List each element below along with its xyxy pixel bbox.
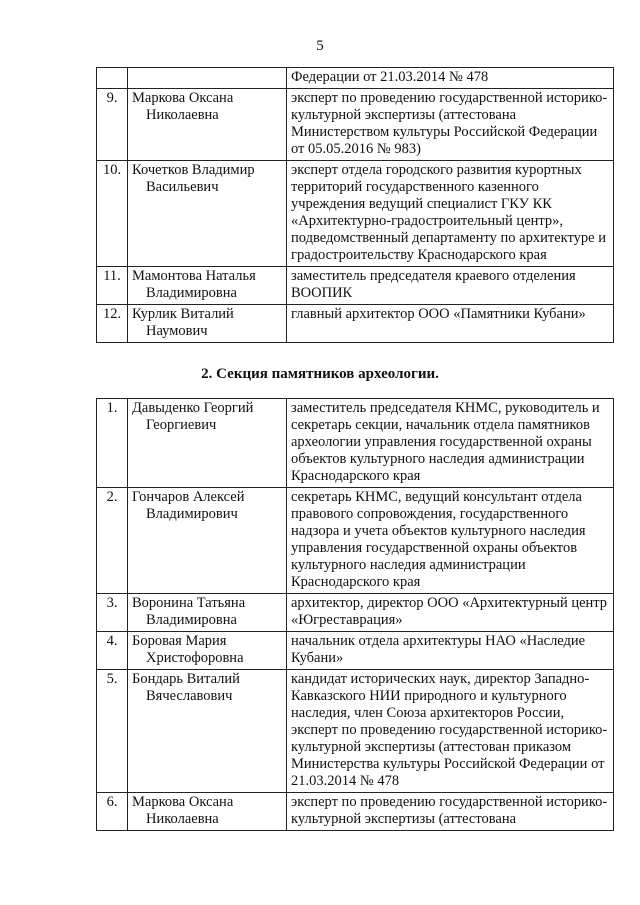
table-body bbox=[97, 68, 614, 343]
table-row bbox=[97, 161, 614, 267]
table-row bbox=[97, 670, 614, 793]
member-patronymic: Владимировна bbox=[146, 612, 237, 628]
members-table-section-1-continued bbox=[96, 67, 614, 343]
row-number: 3. bbox=[97, 594, 128, 632]
table-body bbox=[97, 399, 614, 831]
member-position: главный архитектор ООО «Памятники Кубани» bbox=[287, 305, 614, 343]
member-surname-name: Кочетков Владимир bbox=[132, 162, 255, 178]
table-row bbox=[97, 267, 614, 305]
member-name bbox=[128, 793, 287, 831]
member-patronymic: Николаевна bbox=[146, 811, 219, 827]
member-name bbox=[128, 305, 287, 343]
member-name bbox=[128, 632, 287, 670]
member-position: начальник отдела архитектуры НАО «Наследие Кубани» bbox=[287, 632, 614, 670]
row-number: 1. bbox=[97, 399, 128, 488]
member-surname-name: Бондарь Виталий bbox=[132, 671, 240, 687]
table-row bbox=[97, 89, 614, 161]
member-name bbox=[128, 670, 287, 793]
row-number: 4. bbox=[97, 632, 128, 670]
member-surname-name: Давыденко Георгий bbox=[132, 400, 254, 416]
page-number: 5 bbox=[316, 38, 324, 54]
table-row bbox=[97, 632, 614, 670]
member-name bbox=[128, 488, 287, 594]
member-position: архитектор, директор ООО «Архитектурный центр «Югреставрация» bbox=[287, 594, 614, 632]
row-number: 6. bbox=[97, 793, 128, 831]
member-surname-name: Маркова Оксана bbox=[132, 90, 234, 106]
row-number: 11. bbox=[97, 267, 128, 305]
member-name bbox=[128, 161, 287, 267]
table-row bbox=[97, 399, 614, 488]
member-name bbox=[128, 594, 287, 632]
member-patronymic: Вячеславович bbox=[146, 688, 233, 704]
member-patronymic: Васильевич bbox=[146, 179, 219, 195]
members-table-section-2 bbox=[96, 398, 614, 831]
member-name bbox=[128, 68, 287, 89]
table-row bbox=[97, 305, 614, 343]
member-position: кандидат исторических наук, директор Западно-Кавказского НИИ природного и культурного наследия, член Союза архитекторов России, эксперт по проведению государственной историко-культурной экспертизы (аттестован приказом Министерства культуры Российской Федерации от 21.03.2014 № 478 bbox=[287, 670, 614, 793]
section-heading: 2. Секция памятников археологии. bbox=[201, 366, 439, 382]
member-patronymic: Владимировна bbox=[146, 285, 237, 301]
member-patronymic: Наумович bbox=[146, 323, 208, 339]
table-row bbox=[97, 68, 614, 89]
table-row bbox=[97, 488, 614, 594]
row-number bbox=[97, 68, 128, 89]
member-position: эксперт по проведению государственной историко-культурной экспертизы (аттестована bbox=[287, 793, 614, 831]
member-surname-name: Воронина Татьяна bbox=[132, 595, 246, 611]
row-number: 9. bbox=[97, 89, 128, 161]
member-name bbox=[128, 89, 287, 161]
table-row bbox=[97, 793, 614, 831]
member-surname-name: Боровая Мария bbox=[132, 633, 227, 649]
row-number: 2. bbox=[97, 488, 128, 594]
member-name bbox=[128, 399, 287, 488]
member-name bbox=[128, 267, 287, 305]
member-surname-name: Гончаров Алексей bbox=[132, 489, 245, 505]
member-position: эксперт отдела городского развития курортных территорий государственного казенного учреждения ведущий специалист ГКУ КК «Архитектурно-градостроительный центр», подведомственный департаменту по архитектуре и градостроительству Краснодарского края bbox=[287, 161, 614, 267]
row-number: 12. bbox=[97, 305, 128, 343]
member-patronymic: Георгиевич bbox=[146, 417, 217, 433]
table-row bbox=[97, 594, 614, 632]
member-position: Федерации от 21.03.2014 № 478 bbox=[287, 68, 614, 89]
member-surname-name: Мамонтова Наталья bbox=[132, 268, 256, 284]
member-patronymic: Владимирович bbox=[146, 506, 238, 522]
member-position: секретарь КНМС, ведущий консультант отдела правового сопровождения, государственного надзора и учета объектов культурного наследия управления государственной охраны объектов культурного наследия администрации Краснодарского края bbox=[287, 488, 614, 594]
row-number: 5. bbox=[97, 670, 128, 793]
member-surname-name: Маркова Оксана bbox=[132, 794, 234, 810]
member-position: эксперт по проведению государственной историко-культурной экспертизы (аттестована Министерством культуры Российской Федерации от 05.05.2016 № 983) bbox=[287, 89, 614, 161]
member-patronymic: Николаевна bbox=[146, 107, 219, 123]
member-surname-name: Курлик Виталий bbox=[132, 306, 234, 322]
member-position: заместитель председателя краевого отделения ВООПИК bbox=[287, 267, 614, 305]
row-number: 10. bbox=[97, 161, 128, 267]
member-position: заместитель председателя КНМС, руководитель и секретарь секции, начальник отдела памятников археологии управления государственной охраны объектов культурного наследия администрации Краснодарского края bbox=[287, 399, 614, 488]
member-patronymic: Христофоровна bbox=[146, 650, 244, 666]
